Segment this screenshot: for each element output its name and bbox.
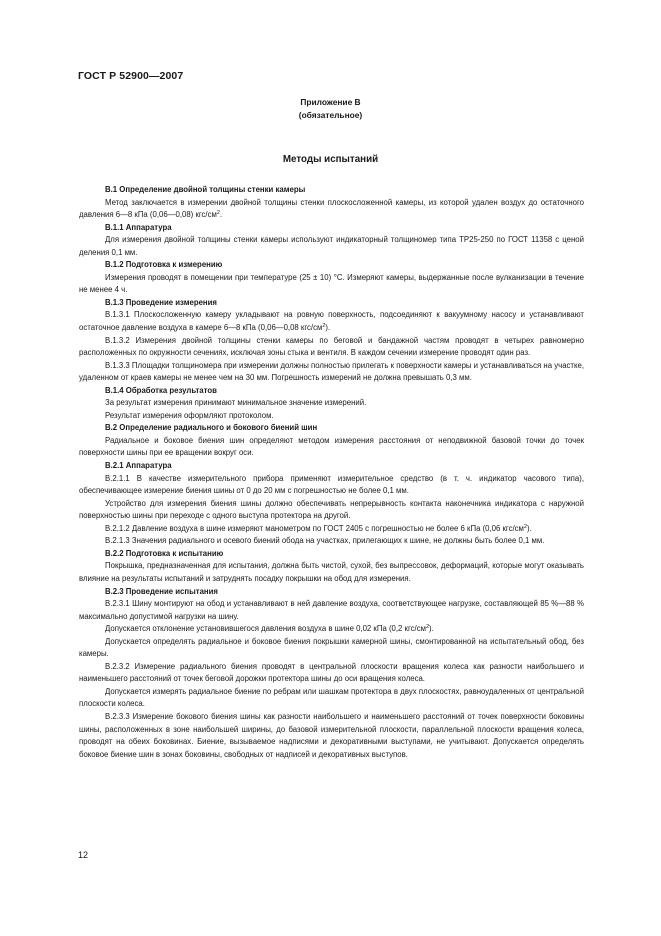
document-body [79,184,584,761]
paragraph: Результат измерения оформляют протоколом. [105,410,274,420]
heading-b2-3: В.2.3 Проведение испытания [105,586,218,596]
page-number: 12 [78,850,89,860]
paragraph: В.2.3.1 Шину монтируют на обод и устанавливают в ней давление воздуха, соответствующее нагрузке, составляющей 85 %—88 % максимально допустимой нагрузки на шину. [79,599,584,621]
heading-b1-1: В.1.1 Аппаратура [105,222,172,232]
paragraph: Допускается отклонение установившегося давления воздуха в шине 0,02 кПа (0,2 кгс/$см^2$). [105,624,434,634]
paragraph: В.1.3.3 Площадки толщиномера при измерении должны полностью прилегать к поверхности камеры и устанавливаться на участке, удаленном от краев камеры не менее чем на 30 мм. Погрешность измерений не должна превышать 0,3 мм. [79,360,584,383]
paragraph: В.1.3.2 Измерения двойной толщины стенки камеры по беговой и бандажной частям проводят в четырех равномерно расположенных по окружности сечениях, исключая зоны стыка и вентиля. В каждом сечении измерение проводят один раз. [79,335,584,358]
heading-b2-2: В.2.2 Подготовка к испытанию [105,548,224,558]
paragraph: Измерения проводят в помещении при температуре (25 ± 10) °С. Измеряют камеры, выдержанные после вулканизации в течение не менее 4 ч. [79,272,584,295]
paragraph: Устройство для измерения биения шины должно обеспечивать непрерывность контакта наконечника индикатора с наружной поверхностью шины при переходе с одного выступа протектора на другой. [79,498,584,521]
heading-b2: В.2 Определение радиального и бокового биений шин [105,423,318,433]
heading-b1-4: В.1.4 Обработка результатов [105,385,217,395]
paragraph: В.2.1.2 Давление воздуха в шине измеряют манометром по ГОСТ 2405 с погрешностью не более 6 кПа (0,06 кгс/$см^2$). [105,523,532,533]
paragraph: За результат измерения принимают минимальное значение измерений. [105,398,367,408]
heading-b1-2: В.1.2 Подготовка к измерению [105,260,223,270]
heading-b1-3: В.1.3 Проведение измерения [105,297,217,307]
paragraph: Покрышка, предназначенная для испытания, должна быть чистой, сухой, без выпрессовок, деформаций, которые могут оказывать влияние на результаты испытаний и затруднять посадку покрышки на обод для измерения. [79,561,584,583]
paragraph: В.2.1.3 Значения радиального и осевого биений обода на участках, прилегающих к шине, не должны быть более 0,1 мм. [105,536,545,546]
section-title: Методы испытаний [282,154,379,165]
heading-b2-1: В.2.1 Аппаратура [105,461,172,471]
paragraph: В.2.1.1 В качестве измерительного прибора применяют измерительное средство (в т. ч. индикатор часового типа), обеспечивающее измерение биения шины от 0 до 20 мм с погрешностью не более 0,1 мм. [79,473,584,496]
paragraph: Допускается определять радиальное и боковое биения покрышки камерной шины, смонтированной на испытательный обод, без камеры. [79,636,584,659]
paragraph: Метод заключается в измерении двойной толщины стенки плоскосложенной камеры, из которой удален воздух до остаточного давления 6—8 кПа (0,06—0,08) кгс/$см^2$. [79,197,584,220]
appendix-status: (обязательное) [298,110,363,120]
appendix-title: Приложение В [300,97,361,107]
paragraph: Радиальное и боковое биения шин определяют методом измерения расстояния от неподвижной базовой точки до точек поверхности шины при ее вращении вокруг оси. [79,435,584,458]
paragraph: Допускается измерять радиальное биение по ребрам или шашкам протектора в двух плоскостях, равноудаленных от центральной плоскости колеса. [79,686,584,709]
heading-b1: В.1 Определение двойной толщины стенки камеры [105,185,306,194]
paragraph: В.2.3.3 Измерение бокового биения шины как разности наибольшего и наименьшего расстояний от точек поверхности боковины шины, расположенных в зоне наибольшей ширины, до базовой измерительной плоскости, параллельной плоскости вращения колеса, проводят на обеих боковинах. Биение, вызываемое надписями и декоративными выступами, не учитывают. Допускается определять боковое биение шин в зонах боковины, свободных от надписей и декоративных выступов. [79,711,584,759]
standard-header: ГОСТ Р 52900—2007 [78,70,184,82]
paragraph: Для измерения двойной толщины стенки камеры используют индикаторный толщиномер типа ТР25-250 по ГОСТ 11358 с ценой деления 0,1 мм. [79,235,584,257]
paragraph: В.2.3.2 Измерение радиального биения проводят в центральной плоскости вращения колеса как разности наибольшего и наименьшего расстояний от точек беговой дорожки протектора шины до оси вращения колеса. [79,661,584,684]
paragraph: В.1.3.1 Плоскосложенную камеру укладывают на ровную поверхность, подсоединяют к вакуумному насосу и устанавливают остаточное давление воздуха в камере 6—8 кПа (0,06—0,08 кгс/$см^2$). [79,310,584,333]
